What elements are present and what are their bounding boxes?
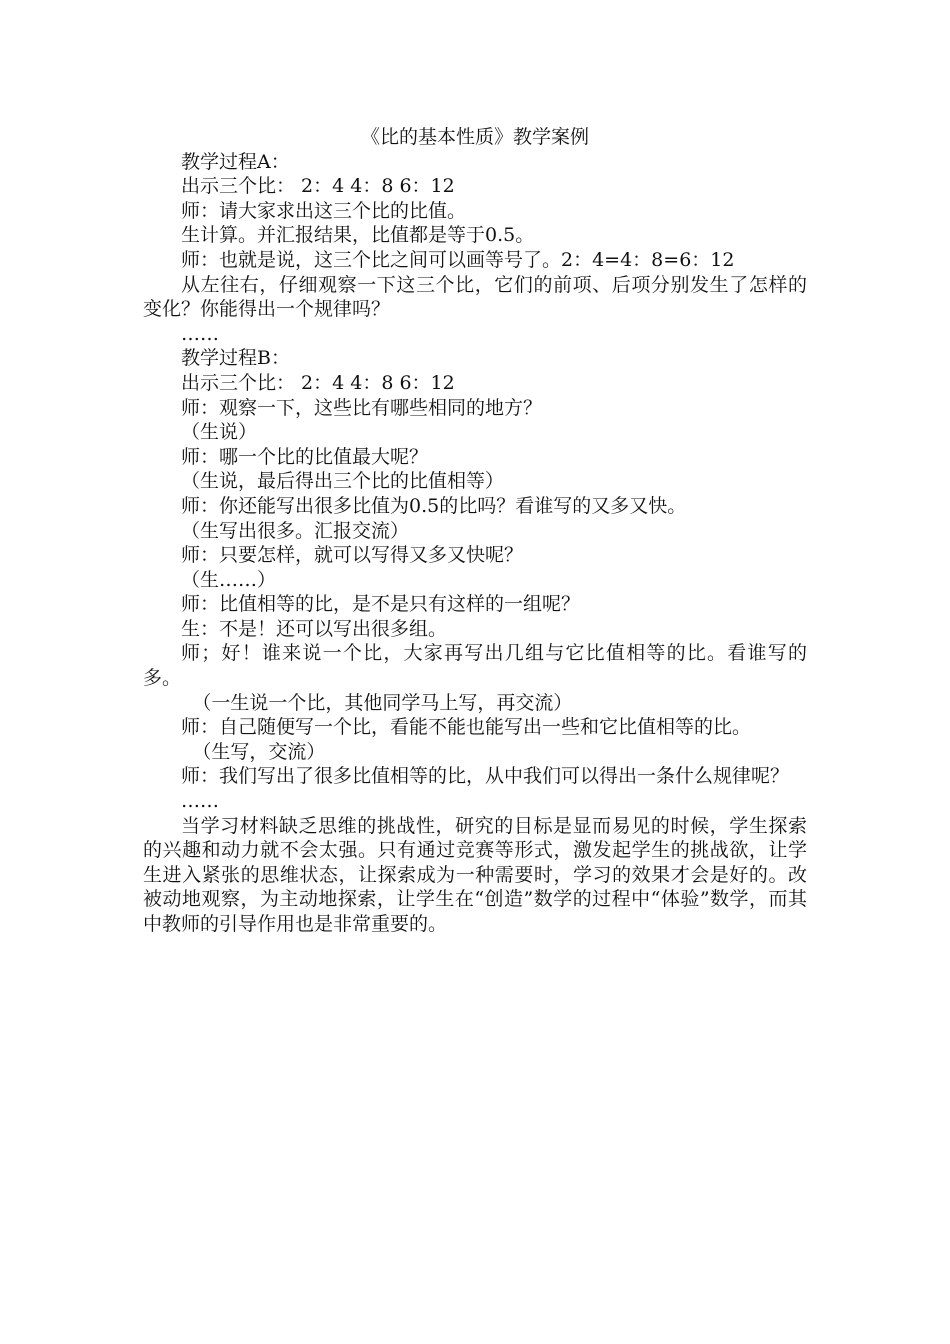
paragraph: 师：请大家求出这三个比的比值。 [181,199,467,222]
paragraph: 教学过程A： [181,150,290,173]
paragraph: 师；好！谁来说一个比，大家再写出几组与它比值相等的比。看谁写的多。 [143,642,807,690]
ellipsis: …… [181,322,219,345]
paragraph: 师：观察一下，这些比有哪些相同的地方？ [181,396,543,419]
paragraph: 师：哪一个比的比值最大呢？ [181,445,429,468]
paragraph: （一生说一个比，其他同学马上写，再交流） [192,691,573,714]
paragraph: （生写出很多。汇报交流） [181,519,410,542]
paragraph: 师：你还能写出很多比值为0.5的比吗？看谁写的又多又快。 [181,494,687,517]
paragraph: （生……） [181,568,277,591]
document-body [143,125,807,937]
paragraph: 当学习材料缺乏思维的挑战性，研究的目标是显而易见的时候，学生探索的兴趣和动力就不会太强。只有通过竞赛等形式，激发起学生的挑战欲，让学生进入紧张的思维状态，让探索成为一种需要时，学习的效果才会是好的。改被动地观察，为主动地探索，让学生在“创造”数学的过程中“体验”数学，而其中教师的引导作用也是非常重要的。 [143,814,807,935]
paragraph: 出示三个比： 2：4 4：8 6：12 [181,175,455,198]
paragraph: 师：我们写出了很多比值相等的比，从中我们可以得出一条什么规律呢？ [181,765,790,788]
paragraph: 从左往右，仔细观察一下这三个比，它们的前项、后项分别发生了怎样的变化？你能得出一个规律吗？ [143,273,807,321]
paragraph: （生写，交流） [192,740,326,763]
paragraph: 师：也就是说，这三个比之间可以画等号了。2：4=4：8=6：12 [181,248,735,271]
paragraph: 师：自己随便写一个比，看能不能也能写出一些和它比值相等的比。 [181,716,752,739]
document-title: 《比的基本性质》教学案例 [360,126,589,148]
paragraph: 生计算。并汇报结果，比值都是等于0.5。 [181,224,535,247]
paragraph: 师：只要怎样，就可以写得又多又快呢？ [181,544,524,567]
paragraph: （生说） [181,421,258,444]
paragraph: 生：不是！还可以写出很多组。 [181,617,448,640]
paragraph: （生说，最后得出三个比的比值相等） [181,470,505,493]
paragraph: 出示三个比： 2：4 4：8 6：12 [181,371,455,394]
paragraph: 教学过程B： [181,347,290,370]
ellipsis: …… [181,790,219,813]
paragraph: 师：比值相等的比，是不是只有这样的一组呢？ [181,593,581,616]
